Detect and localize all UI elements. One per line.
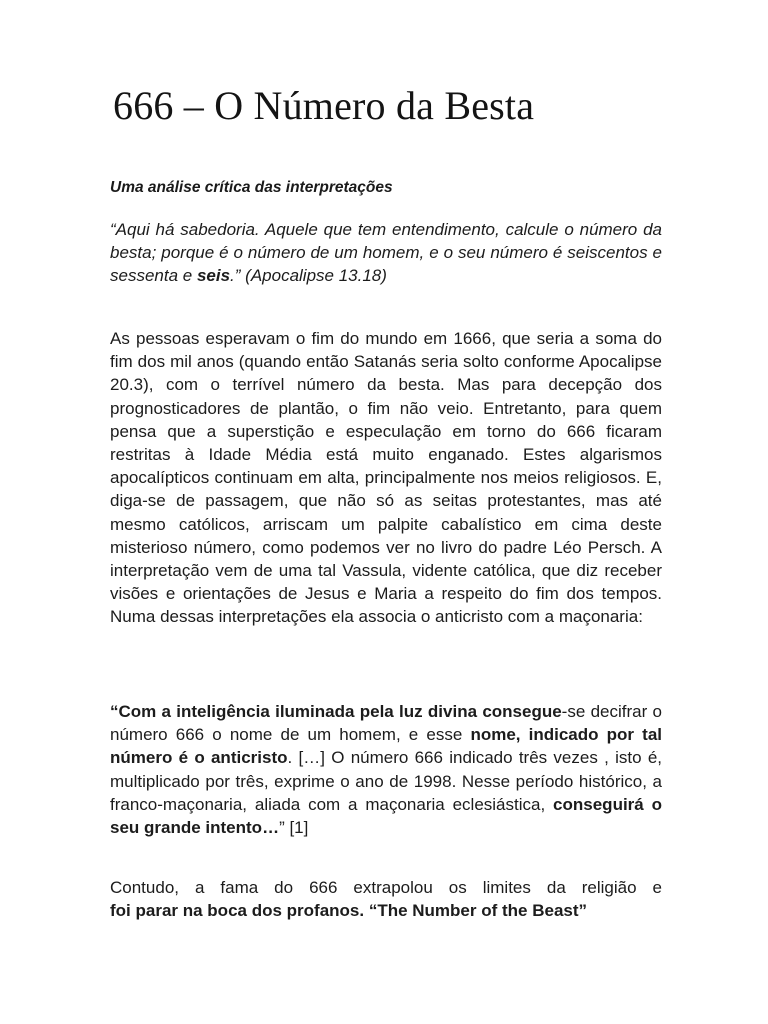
closing-paragraph-line2: foi parar na boca dos profanos. “The Number of the Beast” xyxy=(110,901,588,921)
scripture-quote xyxy=(110,218,662,288)
scripture-quote-part2: .” (Apocalipse 13.18) xyxy=(230,266,387,286)
vassula-quote xyxy=(110,700,662,839)
closing-paragraph-line1: Contudo, a fama do 666 extrapolou os limites da religião e xyxy=(110,878,662,897)
vassula-quote-seg4: . […] O número 666 indicado três vezes , isto é, multiplicado por três, exprime o ano de 1998. Nesse período histórico, a franco-maçonaria, aliada com a maçonaria eclesiástica, xyxy=(110,748,662,814)
vassula-quote-seg2: -se decifrar o número 666 o nome de um homem, e esse xyxy=(110,702,662,745)
vassula-quote-seg1: “Com a inteligência iluminada pela luz divina consegue xyxy=(110,702,562,721)
vassula-quote-seg5: conseguirá o seu grande intento… xyxy=(110,794,662,838)
closing-paragraph xyxy=(110,876,662,922)
scripture-quote-part1: “Aqui há sabedoria. Aquele que tem entendimento, calcule o número da besta; porque é o número de um homem, e o seu número é seiscentos e sessenta e xyxy=(110,220,662,286)
vassula-quote-seg3: nome, indicado por tal número é o anticristo xyxy=(110,725,662,768)
main-paragraph: As pessoas esperavam o fim do mundo em 1666, que seria a soma do fim dos mil anos (quando então Satanás seria solto conforme Apocalipse 20.3), com o terrível número da besta. Mas para decepção dos prognosticadores de plantão, o fim não veio. Entretanto, para quem pensa que a superstição e especulação em torno do 666 ficaram restritas à Idade Média está muito enganado. Estes algarismos apocalípticos continuam em alta, principalmente nos meios religiosos. E, diga-se de passagem, que não só as seitas protestantes, mas até mesmo católicos, arriscam um palpite cabalístico em cima deste misterioso número, como podemos ver no livro do padre Léo Persch. A interpretação vem de uma tal Vassula, vidente católica, que diz receber visões e orientações de Jesus e Maria a respeito do fim dos tempos. Numa dessas interpretações ela associa o anticristo com a maçonaria: xyxy=(110,329,662,627)
page-title: 666 – O Número da Besta xyxy=(113,83,535,128)
document-subtitle: Uma análise crítica das interpretações xyxy=(110,179,393,196)
scripture-quote-emphasis: seis xyxy=(196,266,231,286)
vassula-quote-citation: ” [1] xyxy=(279,818,309,838)
